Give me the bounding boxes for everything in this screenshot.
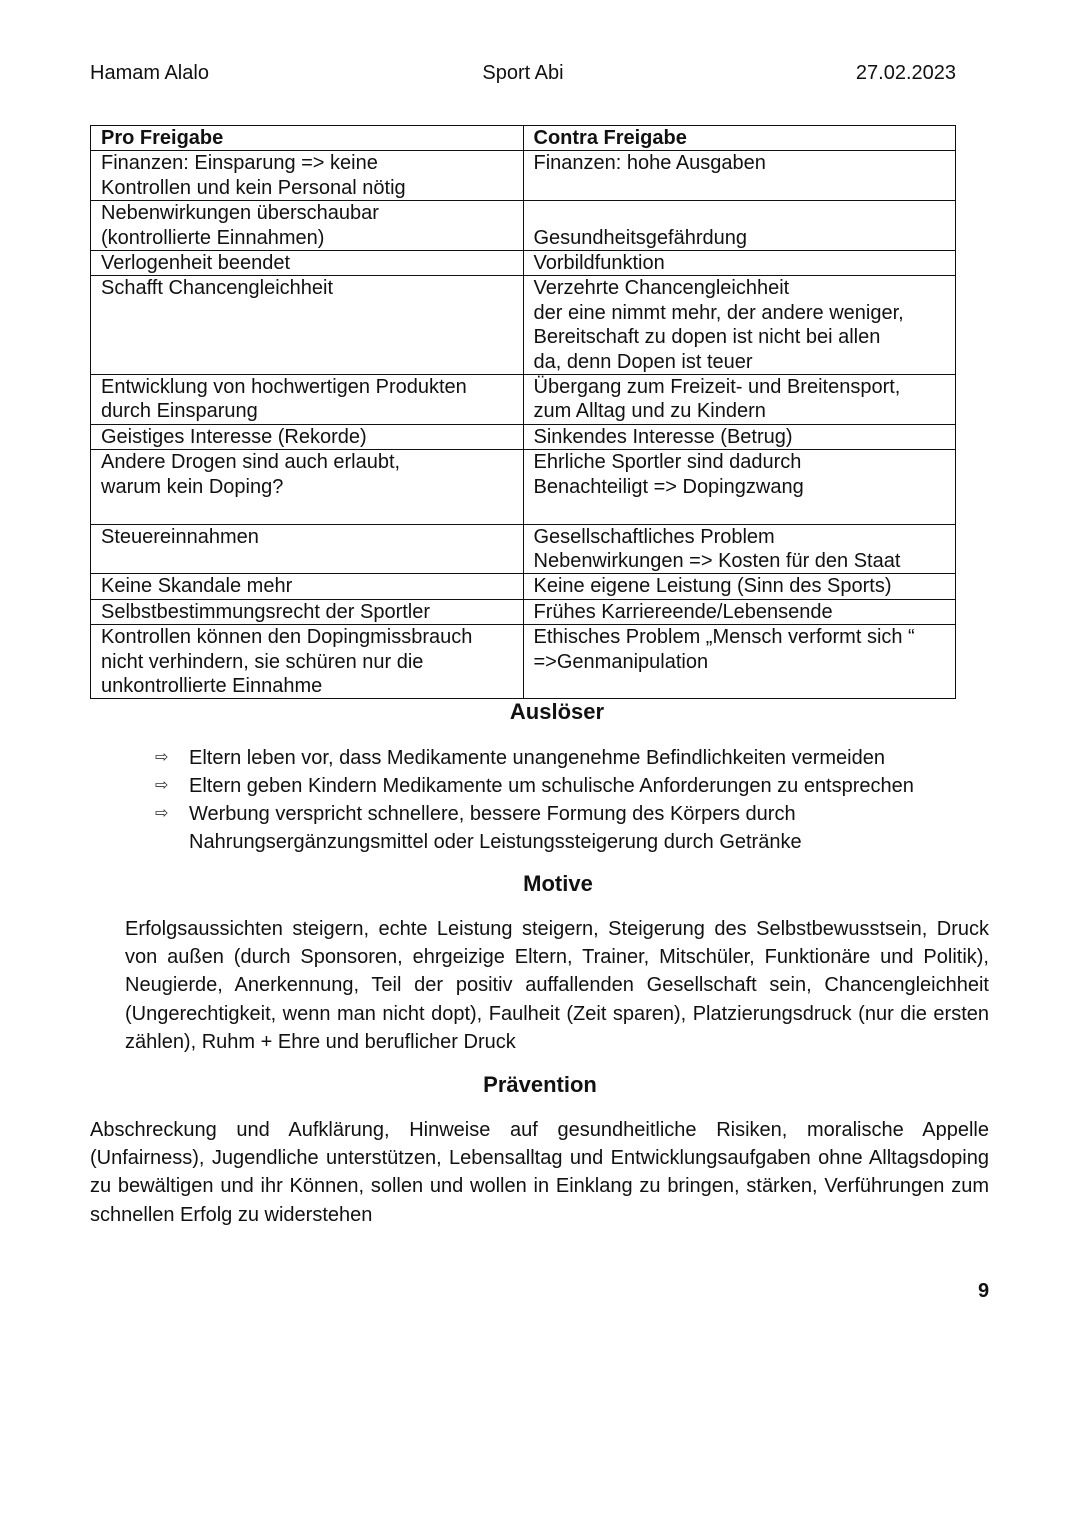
contra-cell	[523, 375, 956, 425]
contra-cell	[523, 201, 956, 251]
contra-cell-line: Verzehrte Chancengleichheit	[533, 277, 790, 300]
contra-cell-line: Vorbildfunktion	[533, 252, 665, 275]
list-item-text: Eltern geben Kindern Medikamente um schulische Anforderungen zu entsprechen	[189, 775, 914, 797]
pro-cell	[91, 276, 524, 375]
document-subject: Sport Abi	[482, 62, 564, 84]
table-row	[91, 450, 956, 524]
ausloeser-list	[155, 744, 985, 856]
pro-cell-line: Kontrollen und kein Personal nötig	[101, 176, 406, 199]
contra-cell	[523, 625, 956, 699]
pro-cell	[91, 151, 524, 201]
praevention-heading: Prävention	[483, 1072, 597, 1097]
pro-cell-line: Nebenwirkungen überschaubar	[101, 202, 379, 225]
contra-cell-line: der eine nimmt mehr, der andere weniger,	[533, 301, 904, 324]
table-header-row	[91, 126, 956, 151]
pro-cell-line: Geistiges Interesse (Rekorde)	[101, 425, 367, 448]
pro-cell-line: Selbstbestimmungsrecht der Sportler	[101, 600, 431, 623]
pro-cell-line: Keine Skandale mehr	[101, 575, 293, 598]
pro-cell	[91, 450, 524, 524]
author-name: Hamam Alalo	[90, 62, 209, 84]
table-row	[91, 251, 956, 276]
motive-paragraph: Erfolgsaussichten steigern, echte Leistung steigern, Steigerung des Selbstbewusstsein, Druck von außen (durch Sponsoren, ehrgeizige Eltern, Trainer, Mitschüler, Funktionäre und Politik), Neugierde, Anerkennung, Teil der positiv auffallenden Gesellschaft sein, Chancengleichheit (Ungerechtigkeit, wenn man nicht dopt), Faulheit (Zeit sparen), Platzierungsdruck (nur die ersten zählen), Ruhm + Ehre und beruflicher Druck	[125, 918, 989, 1053]
contra-cell-line: Übergang zum Freizeit- und Breitensport,	[533, 376, 901, 399]
pro-cell-line: (kontrollierte Einnahmen)	[101, 226, 325, 249]
contra-cell	[523, 276, 956, 375]
pro-cell-line: unkontrollierte Einnahme	[101, 674, 323, 697]
contra-cell-line: da, denn Dopen ist teuer	[533, 350, 753, 373]
pro-cell-line: nicht verhindern, sie schüren nur die	[101, 650, 424, 673]
contra-cell	[523, 151, 956, 201]
pro-cell-line: warum kein Doping?	[101, 475, 284, 498]
list-item	[155, 744, 985, 772]
contra-cell-line: Gesundheitsgefährdung	[533, 226, 747, 249]
pro-cell	[91, 201, 524, 251]
pro-cell	[91, 625, 524, 699]
table-row	[91, 375, 956, 425]
contra-cell-line	[534, 201, 950, 225]
pro-cell-line	[101, 499, 517, 523]
list-item-text: Nahrungsergänzungsmittel oder Leistungssteigerung durch Getränke	[189, 831, 802, 853]
pro-cell-line: durch Einsparung	[101, 400, 258, 423]
contra-cell	[523, 599, 956, 624]
contra-column-header: Contra Freigabe	[523, 126, 956, 151]
table-row	[91, 524, 956, 574]
contra-cell-line: Frühes Karriereende/Lebensende	[533, 600, 833, 623]
motive-heading: Motive	[523, 871, 593, 896]
contra-cell-line	[534, 499, 950, 523]
page-header	[90, 62, 956, 92]
arrow-right-icon: ⇨	[155, 749, 169, 766]
list-item-text: Eltern leben vor, dass Medikamente unangenehme Befindlichkeiten vermeiden	[189, 747, 885, 769]
contra-cell	[523, 450, 956, 524]
contra-cell	[523, 251, 956, 276]
pro-cell-line: Andere Drogen sind auch erlaubt,	[101, 451, 401, 474]
pro-cell	[91, 375, 524, 425]
contra-cell-line: Bereitschaft zu dopen ist nicht bei allen	[533, 326, 881, 349]
list-item	[155, 800, 985, 856]
contra-cell-line: =>Genmanipulation	[533, 650, 709, 673]
table-row	[91, 599, 956, 624]
table-row	[91, 201, 956, 251]
ausloeser-heading: Auslöser	[509, 699, 605, 724]
pro-cell	[91, 599, 524, 624]
table-row	[91, 276, 956, 375]
contra-cell	[523, 524, 956, 574]
document-date: 27.02.2023	[855, 62, 956, 84]
pro-contra-table	[90, 125, 956, 699]
pro-cell	[91, 574, 524, 599]
table-row	[91, 151, 956, 201]
pro-cell-line: Verlogenheit beendet	[101, 252, 291, 275]
contra-cell-line: zum Alltag und zu Kindern	[533, 400, 766, 423]
pro-cell-line: Finanzen: Einsparung => keine	[101, 152, 378, 175]
pro-cell-line: Schafft Chancengleichheit	[101, 277, 334, 300]
contra-cell	[523, 424, 956, 449]
contra-cell-line: Nebenwirkungen => Kosten für den Staat	[533, 549, 901, 572]
pro-cell	[91, 251, 524, 276]
arrow-right-icon: ⇨	[155, 777, 169, 794]
table-row	[91, 625, 956, 699]
table-row	[91, 574, 956, 599]
pro-cell	[91, 424, 524, 449]
contra-cell-line: Gesellschaftliches Problem	[533, 525, 775, 548]
pro-cell	[91, 524, 524, 574]
pro-cell-line: Kontrollen können den Dopingmissbrauch	[101, 626, 473, 649]
pro-cell-line: Steuereinnahmen	[101, 525, 259, 548]
praevention-paragraph: Abschreckung und Aufklärung, Hinweise auf gesundheitliche Risiken, moralische Appelle (Unfairness), Jugendliche unterstützen, Lebensalltag und Entwicklungsaufgaben ohne Alltagsdoping zu bewältigen und ihr Können, sollen und wollen in Einklang zu bringen, stärken, Verführungen zum schnellen Erfolg zu widerstehen	[90, 1119, 989, 1226]
table-row	[91, 424, 956, 449]
contra-cell	[523, 574, 956, 599]
contra-cell-line: Keine eigene Leistung (Sinn des Sports)	[533, 575, 892, 598]
pro-column-header: Pro Freigabe	[91, 126, 524, 151]
pro-cell-line: Entwicklung von hochwertigen Produkten	[101, 376, 467, 399]
list-item-text: Werbung verspricht schnellere, bessere Formung des Körpers durch	[189, 803, 796, 825]
contra-cell-line: Benachteiligt => Dopingzwang	[533, 475, 804, 498]
contra-cell-line: Ehrliche Sportler sind dadurch	[533, 451, 802, 474]
arrow-right-icon: ⇨	[155, 805, 169, 822]
contra-cell-line: Sinkendes Interesse (Betrug)	[533, 425, 793, 448]
table-body	[91, 151, 956, 699]
contra-cell-line: Finanzen: hohe Ausgaben	[533, 152, 766, 175]
contra-cell-line: Ethisches Problem „Mensch verformt sich “	[533, 626, 915, 649]
page-number: 9	[978, 1280, 990, 1302]
list-item	[155, 772, 985, 800]
